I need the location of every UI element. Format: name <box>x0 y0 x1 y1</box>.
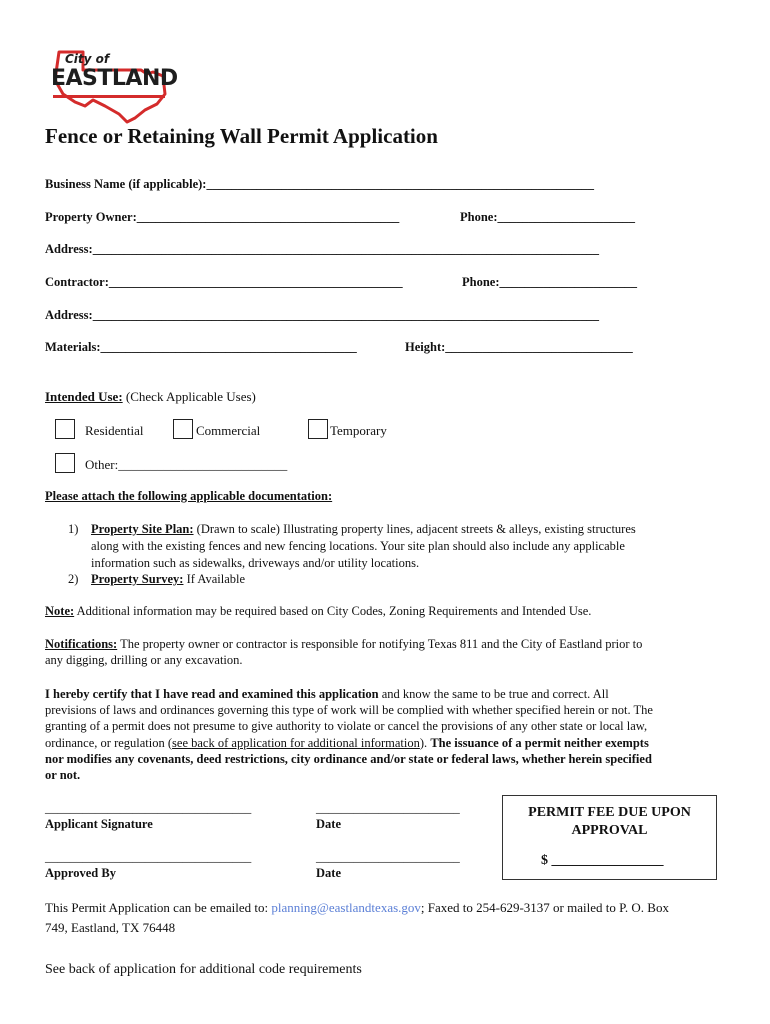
survey-text: If Available <box>183 572 246 586</box>
certify-line-1 <box>45 686 725 702</box>
contractor-field[interactable]: Contractor:_______________________________________________ <box>45 275 403 289</box>
owner-address-field[interactable]: Address:_________________________________________________________________________________ <box>45 242 599 256</box>
fee-amount-field[interactable]: $ ________________ <box>541 853 664 868</box>
logo-underline <box>53 95 165 98</box>
commercial-label: Commercial <box>196 423 261 438</box>
notifications-label: Notifications: <box>45 637 118 651</box>
doc-item-2 <box>91 571 245 587</box>
approved-by-line[interactable]: _________________________________ <box>45 850 252 864</box>
logo-city-of: City of <box>65 52 110 66</box>
doc-item-1-number: 1) <box>68 522 79 536</box>
approved-date-label: Date <box>316 866 341 880</box>
temporary-label: Temporary <box>330 423 387 438</box>
page-title: Fence or Retaining Wall Permit Application <box>45 124 438 148</box>
footer-email-pre: This Permit Application can be emailed to: <box>45 900 272 915</box>
other-checkbox[interactable] <box>55 453 75 473</box>
certify-line-2: previsions of laws and ordinances governing this type of work will be complied with whether specified herein or not. The <box>45 703 653 717</box>
note-text: Additional information may be required based on City Codes, Zoning Requirements and Intended Use. <box>74 604 592 618</box>
doc-item-1-line-1 <box>91 521 636 537</box>
residential-checkbox[interactable] <box>55 419 75 439</box>
documentation-heading: Please attach the following applicable documentation: <box>45 489 333 503</box>
footer-email-post: ; Faxed to 254-629-3137 or mailed to P. O. Box <box>420 900 669 915</box>
back-note: See back of application for additional code requirements <box>45 962 362 977</box>
fee-line-1: PERMIT FEE DUE UPON <box>528 805 691 820</box>
other-field[interactable]: Other:__________________________ <box>85 457 288 472</box>
notifications-line-2: any digging, drilling or any excavation. <box>45 653 243 667</box>
city-logo <box>45 44 178 124</box>
certify-line-4-bold: The issuance of a permit neither exempts <box>430 736 649 750</box>
notifications-text: The property owner or contractor is responsible for notifying Texas 811 and the City of Eastland prior to <box>117 637 643 651</box>
logo-eastland: EASTLAND <box>51 66 178 91</box>
note-label: Note: <box>45 604 75 618</box>
property-owner-field[interactable]: Property Owner:__________________________________________ <box>45 210 400 224</box>
applicant-date-label: Date <box>316 817 341 831</box>
fee-line-2: APPROVAL <box>571 823 648 838</box>
contractor-address-field[interactable]: Address:_________________________________________________________________________________ <box>45 308 599 322</box>
approved-by-label: Approved By <box>45 866 116 880</box>
certify-line-6: or not. <box>45 768 81 782</box>
commercial-checkbox[interactable] <box>173 419 193 439</box>
applicant-signature-label: Applicant Signature <box>45 817 153 831</box>
contractor-phone-field[interactable]: Phone:______________________ <box>462 275 637 289</box>
email-link[interactable]: planning@eastlandtexas.gov <box>271 900 421 915</box>
certify-line-4-mid: ). <box>419 736 431 750</box>
footer-contact-line-1 <box>45 898 725 918</box>
site-plan-text: (Drawn to scale) Illustrating property lines, adjacent streets & alleys, existing structures <box>193 522 636 536</box>
survey-label: Property Survey: <box>91 572 184 586</box>
certify-line-5: nor modifies any covenants, deed restrictions, city ordinance and/or state or federal laws, whether herein specified <box>45 752 652 766</box>
doc-item-1-line-3: information such as sidewalks, driveways and/or utility locations. <box>91 556 420 570</box>
see-back-link[interactable]: see back of application for additional information <box>172 736 420 750</box>
site-plan-label: Property Site Plan: <box>91 522 194 536</box>
materials-field[interactable]: Materials:_________________________________________ <box>45 340 357 354</box>
certify-bold-start: I hereby certify that I have read and examined this application <box>45 687 379 701</box>
intended-use-hint: (Check Applicable Uses) <box>122 389 256 404</box>
temporary-checkbox[interactable] <box>308 419 328 439</box>
residential-label: Residential <box>85 423 144 438</box>
certify-line-4 <box>45 735 725 751</box>
intended-use-heading <box>45 389 256 405</box>
note-paragraph <box>45 603 725 619</box>
business-name-field[interactable]: Business Name (if applicable):______________________________________________________________ <box>45 177 594 191</box>
height-field[interactable]: Height:______________________________ <box>405 340 633 354</box>
certify-line-3: granting of a permit does not presume to give authority to violate or cancel the provisions of any other state or local law, <box>45 719 648 733</box>
certify-line-1-rest: and know the same to be true and correct. All <box>378 687 609 701</box>
applicant-signature-line[interactable]: _________________________________ <box>45 801 252 815</box>
doc-item-1-line-2: along with the existing fences and new fencing locations. Your site plan should also include any applicable <box>91 539 625 553</box>
doc-item-2-number: 2) <box>68 572 79 586</box>
certify-line-4-start: ordinance, or regulation ( <box>45 736 173 750</box>
applicant-date-line[interactable]: _______________________ <box>316 801 460 815</box>
approved-date-line[interactable]: _______________________ <box>316 850 460 864</box>
permit-fee-box <box>502 795 717 880</box>
footer-contact-line-2: 749, Eastland, TX 76448 <box>45 920 176 935</box>
notifications-line-1 <box>45 636 725 652</box>
owner-phone-field[interactable]: Phone:______________________ <box>460 210 635 224</box>
intended-use-label: Intended Use: <box>45 389 123 404</box>
